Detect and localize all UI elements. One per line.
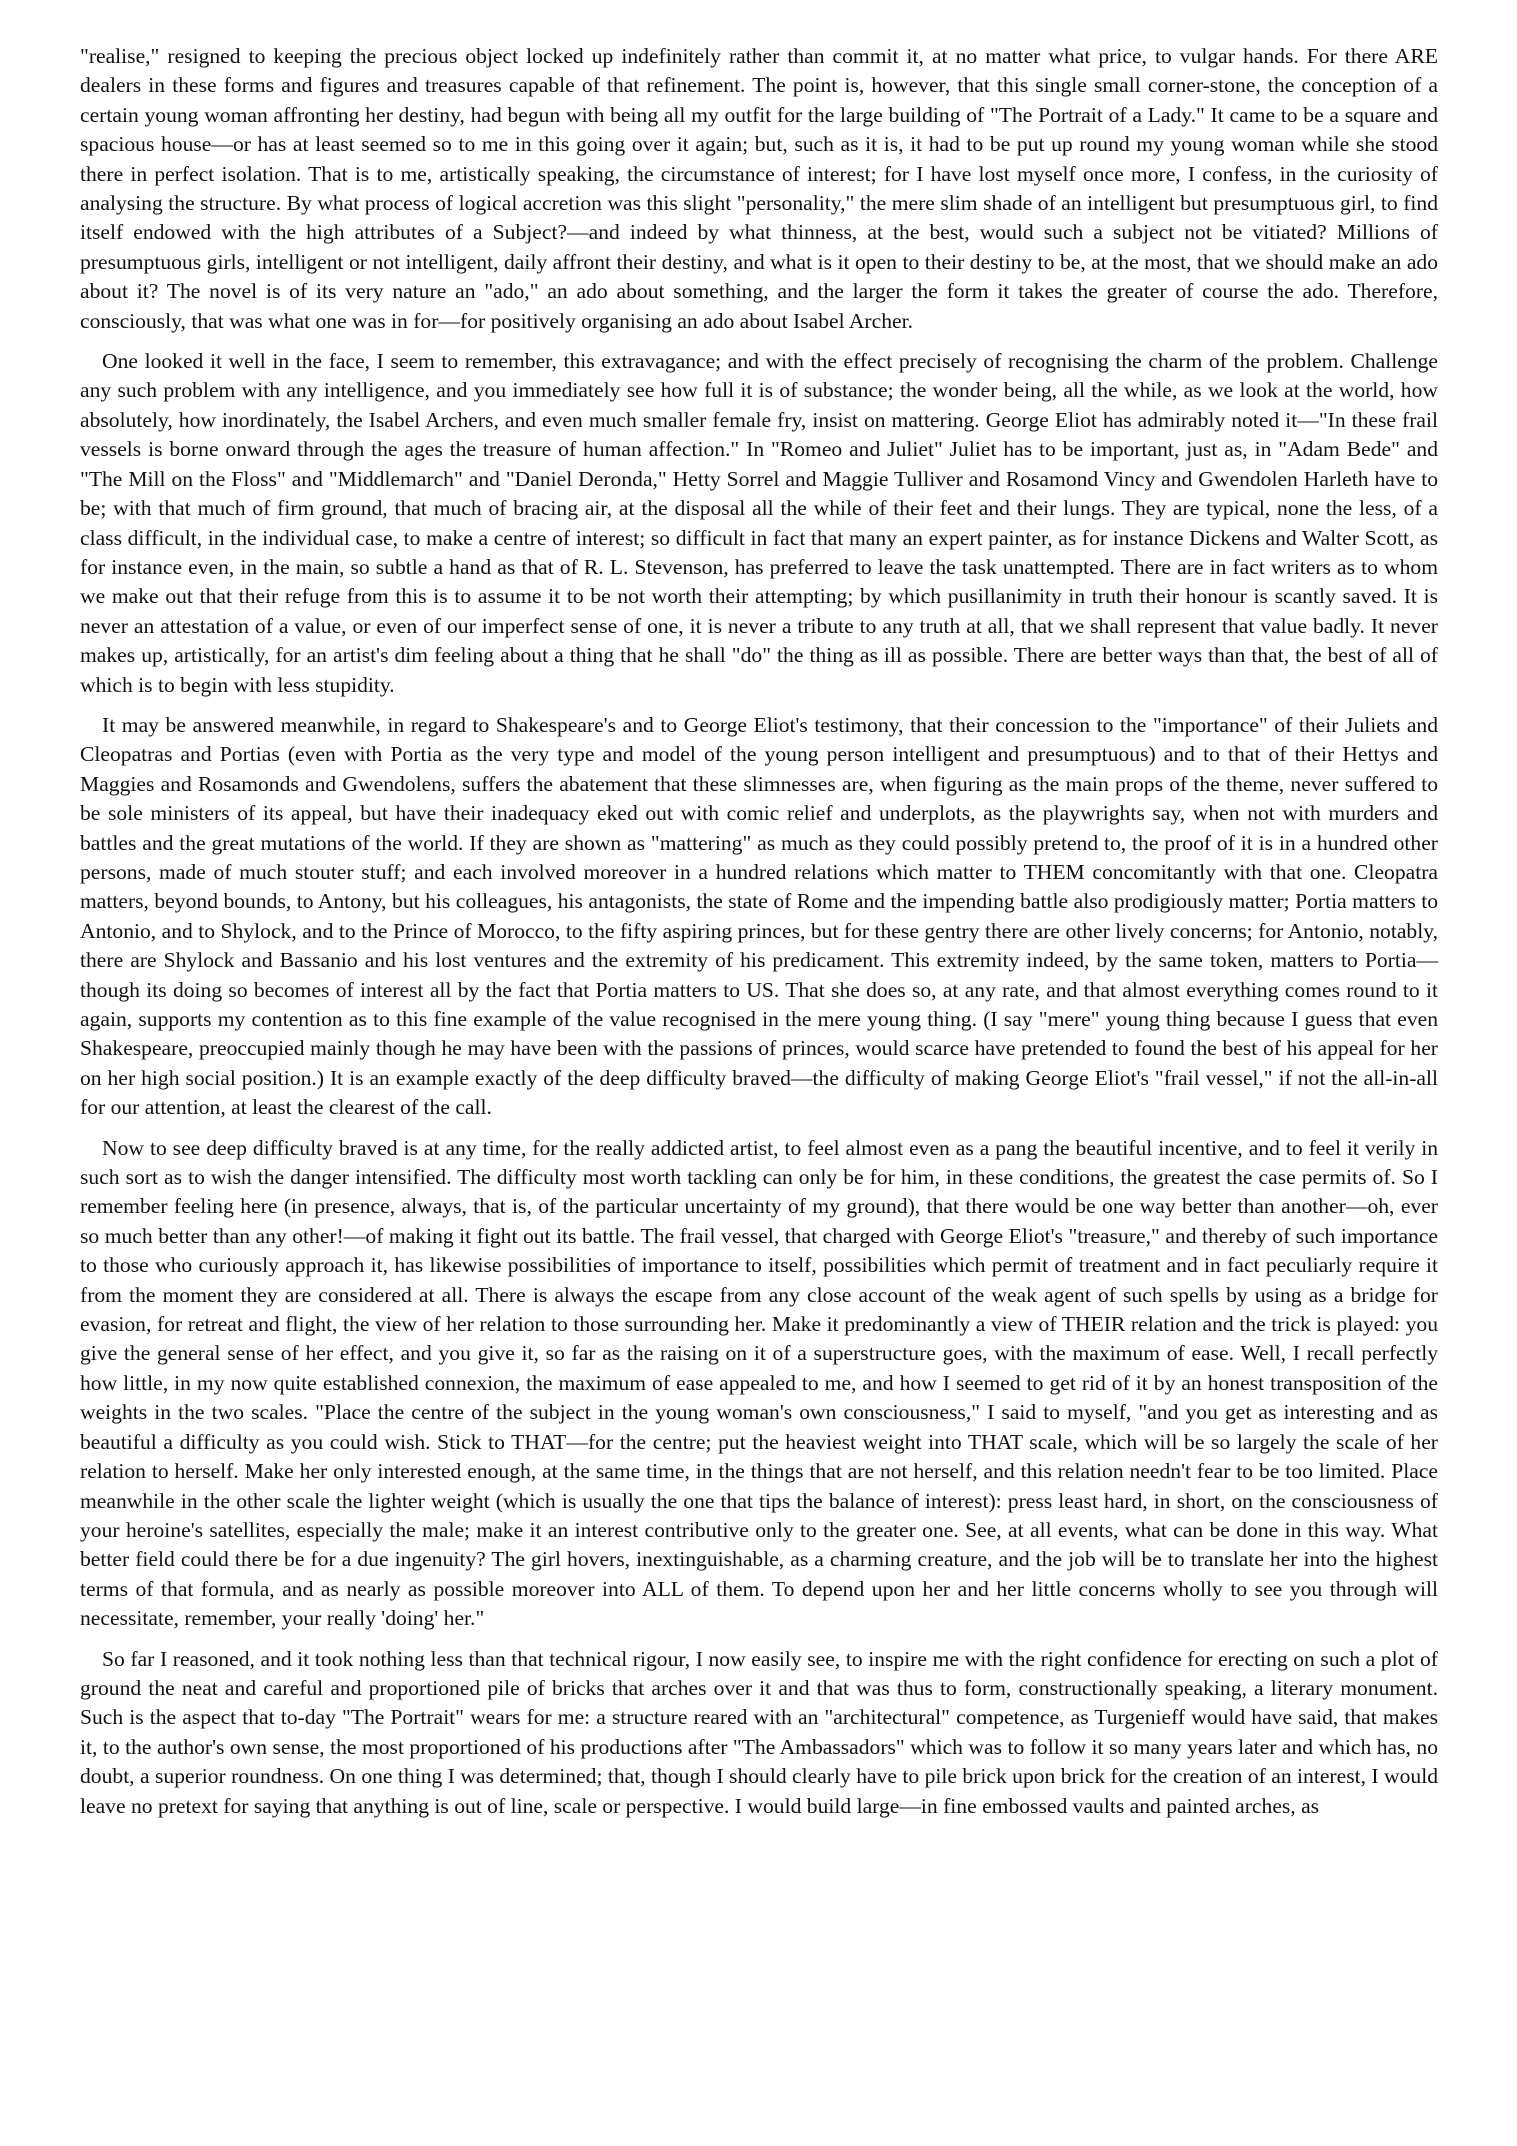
paragraph-1: "realise," resigned to keeping the precious object locked up indefinitely rather than commit it, at no matter what price, to vulgar hands. For there ARE dealers in these forms and figures and treasures capable of that refinement. The point is, however, that this single small corner-stone, the conception of a certain young woman affronting her destiny, had begun with being all my outfit for the large building of "The Portrait of a Lady." It came to be a square and spacious house—or has at least seemed so to me in this going over it again; but, such as it is, it had to be put up round my young woman while she stood there in perfect isolation. That is to me, artistically speaking, the circumstance of interest; for I have lost myself once more, I confess, in the curiosity of analysing the structure. By what process of logical accretion was this slight "personality," the mere slim shade of an intelligent but presumptuous girl, to find itself endowed with the high attributes of a Subject?—and indeed by what thinness, at the best, would such a subject not be vitiated? Millions of presumptuous girls, intelligent or not intelligent, daily affront their destiny, and what is it open to their destiny to be, at the most, that we should make an ado about it? The novel is of its very nature an "ado," an ado about something, and the larger the form it takes the greater of course the ado. Therefore, consciously, that was what one was in for—for positively organising an ado about Isabel Archer.: [80, 44, 1438, 333]
paragraph-4: Now to see deep difficulty braved is at any time, for the really addicted artist, to feel almost even as a pang the beautiful incentive, and to feel it verily in such sort as to wish the danger intensified. The difficulty most worth tackling can only be for him, in these conditions, the greatest the case permits of. So I remember feeling here (in presence, always, that is, of the particular uncertainty of my ground), that there would be one way better than another—oh, ever so much better than any other!—of making it fight out its battle. The frail vessel, that charged with George Eliot's "treasure," and thereby of such importance to those who curiously approach it, has likewise possibilities of importance to itself, possibilities which permit of treatment and in fact peculiarly require it from the moment they are considered at all. There is always the escape from any close account of the weak agent of such spells by using as a bridge for evasion, for retreat and flight, the view of her relation to those surrounding her. Make it predominantly a view of THEIR relation and the trick is played: you give the general sense of her effect, and you give it, so far as the raising on it of a superstructure goes, with the maximum of ease. Well, I recall perfectly how little, in my now quite established connexion, the maximum of ease appealed to me, and how I seemed to get rid of it by an honest transposition of the weights in the two scales. "Place the centre of the subject in the young woman's own consciousness," I said to myself, "and you get as interesting and as beautiful a difficulty as you could wish. Stick to THAT—for the centre; put the heaviest weight into THAT scale, which will be so largely the scale of her relation to herself. Make her only interested enough, at the same time, in the things that are not herself, and this relation needn't fear to be too limited. Place meanwhile in the other scale the lighter weight (which is usually the one that tips the balance of interest): press least hard, in short, on the consciousness of your heroine's satellites, especially the male; make it an interest contributive only to the greater one. See, at all events, what can be done in this way. What better field could there be for a due ingenuity? The girl hovers, inextinguishable, as a charming creature, and the job will be to translate her into the highest terms of that formula, and as nearly as possible moreover into ALL of them. To depend upon her and her little concerns wholly to see you through will necessitate, remember, your really 'doing' her.": [80, 1135, 1438, 1631]
paragraph-2: One looked it well in the face, I seem to remember, this extravagance; and with the effect precisely of recognising the charm of the problem. Challenge any such problem with any intelligence, and you immediately see how full it is of substance; the wonder being, all the while, as we look at the world, how absolutely, how inordinately, the Isabel Archers, and even much smaller female fry, insist on mattering. George Eliot has admirably noted it—"In these frail vessels is borne onward through the ages the treasure of human affection." In "Romeo and Juliet" Juliet has to be important, just as, in "Adam Bede" and "The Mill on the Floss" and "Middlemarch" and "Daniel Deronda," Hetty Sorrel and Maggie Tulliver and Rosamond Vincy and Gwendolen Harleth have to be; with that much of firm ground, that much of bracing air, at the disposal all the while of their feet and their lungs. They are typical, none the less, of a class difficult, in the individual case, to make a centre of interest; so difficult in fact that many an expert painter, as for instance Dickens and Walter Scott, as for instance even, in the main, so subtle a hand as that of R. L. Stevenson, has preferred to leave the task unattempted. There are in fact writers as to whom we make out that their refuge from this is to assume it to be not worth their attempting; by which pusillanimity in truth their honour is scantly saved. It is never an attestation of a value, or even of our imperfect sense of one, it is never a tribute to any truth at all, that we shall represent that value badly. It never makes up, artistically, for an artist's dim feeling about a thing that he shall "do" the thing as ill as possible. There are better ways than that, the best of all of which is to begin with less stupidity.: [80, 349, 1438, 697]
paragraph-5: So far I reasoned, and it took nothing less than that technical rigour, I now easily see, to inspire me with the right confidence for erecting on such a plot of ground the neat and careful and proportioned pile of bricks that arches over it and that was thus to form, constructionally speaking, a literary monument. Such is the aspect that to-day "The Portrait" wears for me: a structure reared with an "architectural" competence, as Turgenieff would have said, that makes it, to the author's own sense, the most proportioned of his productions after "The Ambassadors" which was to follow it so many years later and which has, no doubt, a superior roundness. On one thing I was determined; that, though I should clearly have to pile brick upon brick for the creation of an interest, I would leave no pretext for saying that anything is out of line, scale or perspective. I would build large—in fine embossed vaults and painted arches, as: [80, 1646, 1438, 1818]
paragraph-3: It may be answered meanwhile, in regard to Shakespeare's and to George Eliot's testimony, that their concession to the "importance" of their Juliets and Cleopatras and Portias (even with Portia as the very type and model of the young person intelligent and presumptuous) and to that of their Hettys and Maggies and Rosamonds and Gwendolens, suffers the abatement that these slimnesses are, when figuring as the main props of the theme, never suffered to be sole ministers of its appeal, but have their inadequacy eked out with comic relief and underplots, as the playwrights say, when not with murders and battles and the great mutations of the world. If they are shown as "mattering" as much as they could possibly pretend to, the proof of it is in a hundred other persons, made of much stouter stuff; and each involved moreover in a hundred relations which matter to THEM concomitantly with that one. Cleopatra matters, beyond bounds, to Antony, but his colleagues, his antagonists, the state of Rome and the impending battle also prodigiously matter; Portia matters to Antonio, and to Shylock, and to the Prince of Morocco, to the fifty aspiring princes, but for these gentry there are other lively concerns; for Antonio, notably, there are Shylock and Bassanio and his lost ventures and the extremity of his predicament. This extremity indeed, by the same token, matters to Portia—though its doing so becomes of interest all by the fact that Portia matters to US. That she does so, at any rate, and that almost everything comes round to it again, supports my contention as to this fine example of the value recognised in the mere young thing. (I say "mere" young thing because I guess that even Shakespeare, preoccupied mainly though he may have been with the passions of princes, would scarce have pretended to found the best of his appeal for her on her high social position.) It is an example exactly of the deep difficulty braved—the difficulty of making George Eliot's "frail vessel," if not the all-in-all for our attention, at least the clearest of the call.: [80, 712, 1438, 1120]
document-page: [80, 42, 1438, 1832]
